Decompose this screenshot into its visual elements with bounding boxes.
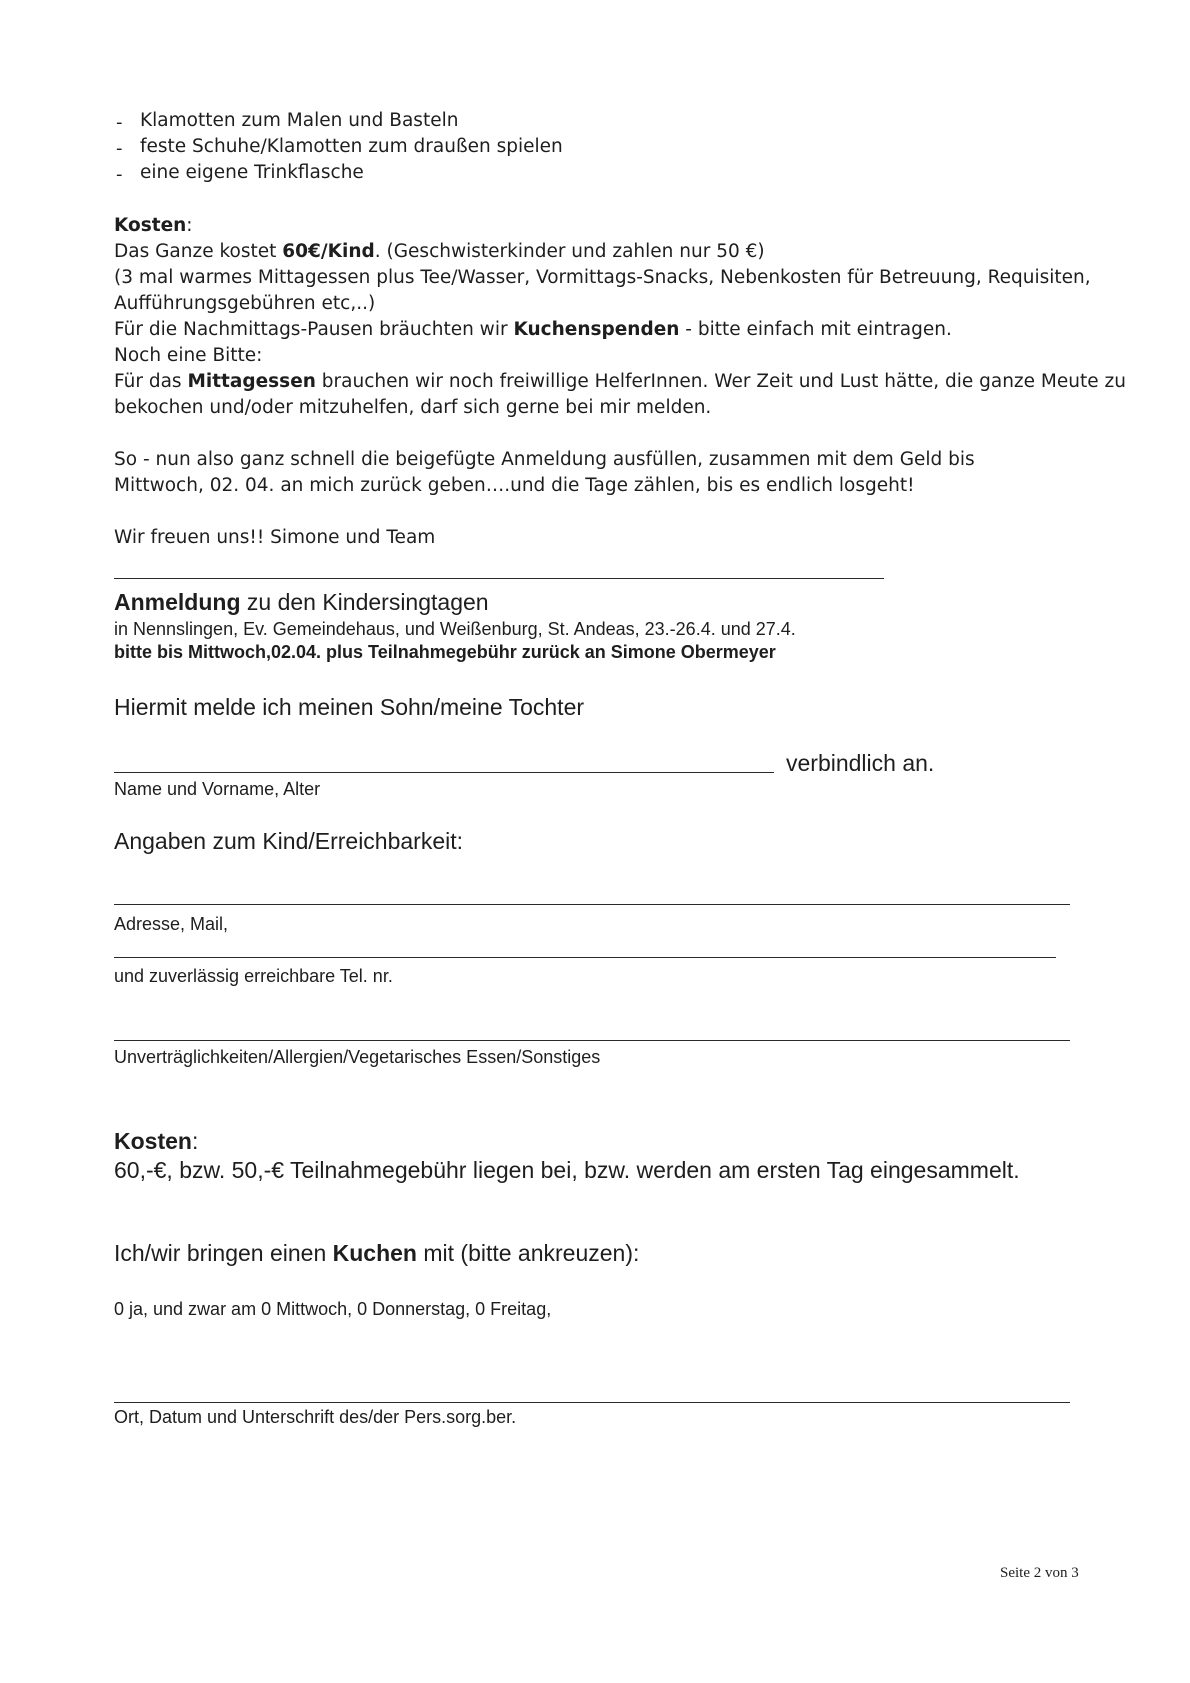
cake-bold: Kuchen (332, 1240, 417, 1266)
costs-heading (114, 213, 193, 239)
name-label: Name und Vorname, Alter (114, 779, 321, 799)
separator-line (114, 578, 884, 579)
costs-lunch-post: brauchen wir noch freiwillige HelferInnen. Wer Zeit und Lust hätte, die ganze Meute zu (315, 371, 1126, 392)
cake-question (114, 1238, 639, 1268)
list-bullet: - (116, 112, 123, 133)
list-item: Klamotten zum Malen und Basteln (140, 110, 459, 131)
costs-line-cooking: bekochen und/oder mitzuhelfen, darf sich gerne bei mir melden. (114, 397, 712, 418)
form-costs-heading (114, 1126, 198, 1156)
form-title-rest: zu den Kindersingtagen (240, 589, 489, 615)
cake-pre: Ich/wir bringen einen (114, 1240, 333, 1266)
costs-cake-pre: Für die Nachmittags-Pausen bräuchten wir (114, 319, 514, 340)
binding-text: verbindlich an. (786, 750, 935, 776)
allergy-label: Unverträglichkeiten/Allergien/Vegetarisches Essen/Sonstiges (114, 1047, 601, 1067)
form-deadline: bitte bis Mittwoch,02.04. plus Teilnahmegebühr zurück an Simone Obermeyer (114, 642, 776, 662)
signature-input-line[interactable] (114, 1402, 1070, 1403)
form-title-bold: Anmeldung (114, 589, 241, 615)
page-number: Seite 2 von 3 (1000, 1565, 1079, 1581)
allergy-input-line[interactable] (114, 1040, 1070, 1041)
costs-lunch-bold: Mittagessen (187, 371, 316, 392)
costs-price-post: . (Geschwisterkinder und zahlen nur 50 €) (374, 241, 765, 262)
costs-line-lunch (114, 369, 1126, 395)
closing-line-1: So - nun also ganz schnell die beigefügte Anmeldung ausfüllen, zusammen mit dem Geld bis (114, 449, 975, 470)
closing-line-2: Mittwoch, 02. 04. an mich zurück geben….und die Tage zählen, bis es endlich losgeht! (114, 475, 915, 496)
list-item: eine eigene Trinkflasche (140, 162, 364, 183)
costs-heading-label: Kosten (114, 215, 187, 236)
form-costs-colon: : (191, 1128, 199, 1154)
list-item: feste Schuhe/Klamotten zum draußen spielen (140, 136, 563, 157)
list-bullet: - (116, 138, 123, 159)
signature-label: Ort, Datum und Unterschrift des/der Pers.sorg.ber. (114, 1407, 517, 1427)
name-input-line[interactable] (114, 772, 774, 773)
phone-input-line[interactable] (114, 957, 1056, 958)
form-title (114, 587, 489, 617)
address-label: Adresse, Mail, (114, 914, 229, 934)
costs-lunch-pre: Für das (114, 371, 188, 392)
cake-post: mit (bitte ankreuzen): (416, 1240, 640, 1266)
contact-heading: Angaben zum Kind/Erreichbarkeit: (114, 828, 464, 854)
closing-signoff: Wir freuen uns!! Simone und Team (114, 527, 436, 548)
form-intro: Hiermit melde ich meinen Sohn/meine Tochter (114, 694, 585, 720)
costs-cake-bold: Kuchenspenden (513, 319, 680, 340)
form-subtitle: in Nennslingen, Ev. Gemeindehaus, und Weißenburg, St. Andeas, 23.-26.4. und 27.4. (114, 619, 796, 639)
costs-line-request: Noch eine Bitte: (114, 345, 263, 366)
costs-line-fees: Aufführungsgebühren etc,..) (114, 293, 376, 314)
list-bullet: - (116, 164, 123, 185)
form-costs-heading-label: Kosten (114, 1128, 192, 1154)
address-input-line[interactable] (114, 904, 1070, 905)
costs-price-bold: 60€/Kind (282, 241, 375, 262)
costs-price-pre: Das Ganze kostet (114, 241, 283, 262)
costs-line-includes: (3 mal warmes Mittagessen plus Tee/Wasser, Vormittags-Snacks, Nebenkosten für Betreuung, Requisiten, (114, 267, 1091, 288)
costs-cake-post: - bitte einfach mit eintragen. (679, 319, 952, 340)
costs-line-price (114, 239, 765, 265)
costs-heading-colon: : (186, 215, 193, 236)
cake-options[interactable]: 0 ja, und zwar am 0 Mittwoch, 0 Donnerstag, 0 Freitag, (114, 1299, 552, 1319)
costs-line-cake (114, 317, 952, 343)
form-costs-text: 60,-€, bzw. 50,-€ Teilnahmegebühr liegen bei, bzw. werden am ersten Tag eingesammelt. (114, 1157, 1020, 1183)
phone-label: und zuverlässig erreichbare Tel. nr. (114, 966, 393, 986)
